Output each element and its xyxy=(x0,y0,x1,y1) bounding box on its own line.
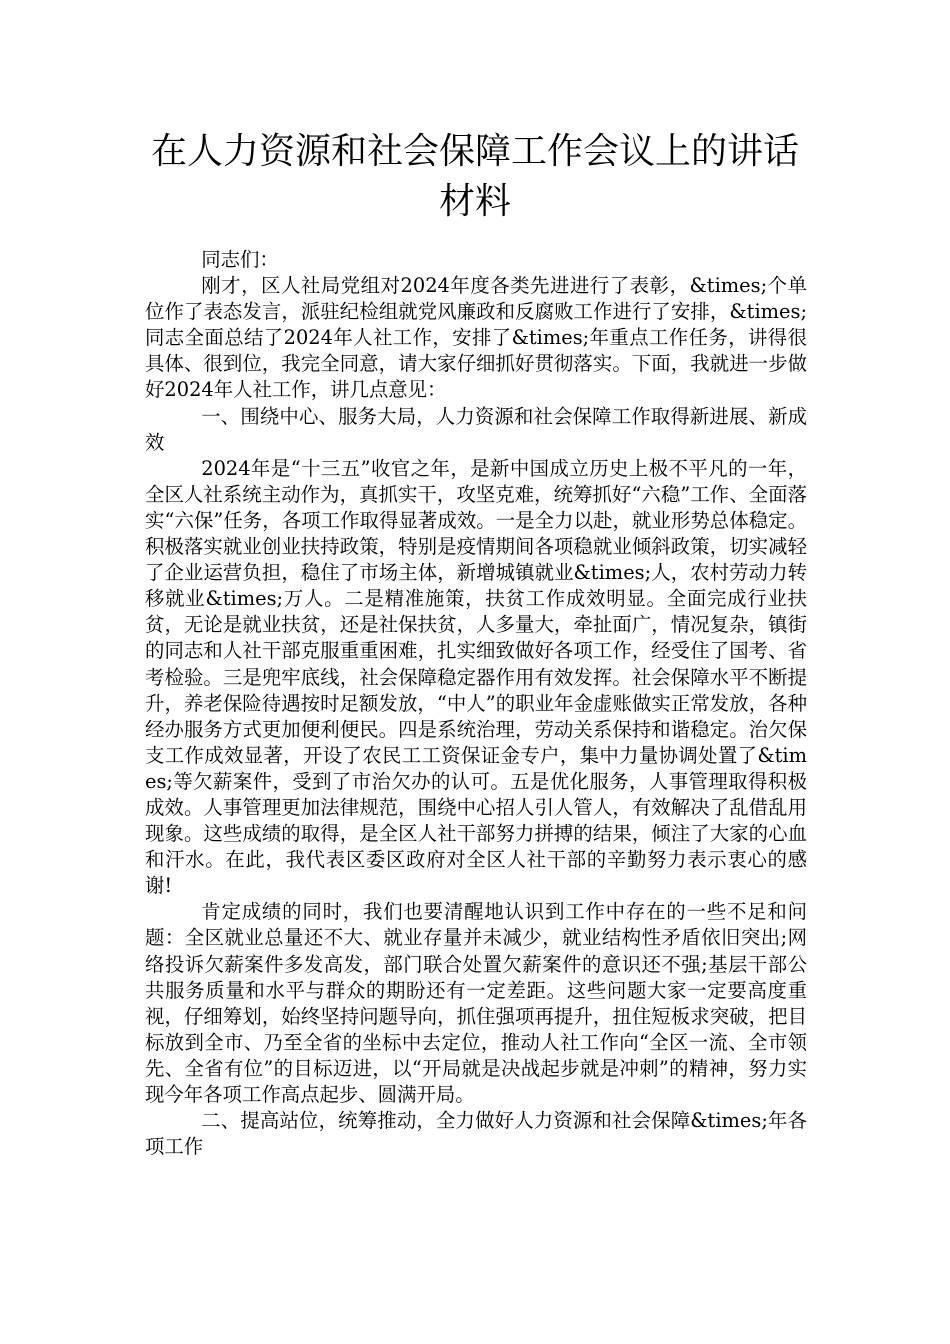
paragraph-achievements: 2024年是“十三五”收官之年，是新中国成立历史上极不平凡的一年，全区人社系统主动作为，真抓实干，攻坚克难，统筹抓好“六稳”工作、全面落实“六保”任务，各项工作取得显著成效。一是全力以赴，就业形势总体稳定。积极落实就业创业扶持政策，特别是疫情期间各项稳就业倾斜政策，切实减轻了企业运营负担，稳住了市场主体，新增城镇就业&times;人，农村劳动力转移就业&times;万人。二是精准施策，扶贫工作成效明显。全面完成行业扶贫，无论是就业扶贫，还是社保扶贫，人多量大，牵扯面广，情况复杂，镇街的同志和人社干部克服重重困难，扎实细致做好各项工作，经受住了国考、省考检验。三是兜牢底线，社会保障稳定器作用有效发挥。社会保障水平不断提升，养老保险待遇按时足额发放，“中人”的职业年金虚账做实正常发放，各种经办服务方式更加便利便民。四是系统治理，劳动关系保持和谐稳定。治欠保支工作成效显著，开设了农民工工资保证金专户，集中力量协调处置了&times;等欠薪案件，受到了市治欠办的认可。五是优化服务，人事管理取得积极成效。人事管理更加法律规范，围绕中心招人引人管人，有效解决了乱借乱用现象。这些成绩的取得，是全区人社干部努力拼搏的结果，倾注了大家的心血和汗水。在此，我代表区委区政府对全区人社干部的辛勤努力表示衷心的感谢! xyxy=(145,456,807,898)
paragraph-opening: 刚才，区人社局党组对2024年度各类先进进行了表彰，&times;个单位作了表态发言，派驻纪检组就党风廉政和反腐败工作进行了安排，&times;同志全面总结了2024年人社工作，安排了&times;年重点工作任务，讲得很具体、很到位，我完全同意，请大家仔细抓好贯彻落实。下面，我就进一步做好2024年人社工作，讲几点意见： xyxy=(145,274,807,402)
section-heading-2: 二、提高站位，统筹推动，全力做好人力资源和社会保障&times;年各项工作 xyxy=(145,1109,807,1159)
section-heading-1: 一、围绕中心、服务大局，人力资源和社会保障工作取得新进展、新成效 xyxy=(145,404,807,454)
document-title-line-2: 材料 xyxy=(438,181,511,222)
salutation: 同志们： xyxy=(201,248,279,271)
document-title-line-1: 在人力资源和社会保障工作会议上的讲话 xyxy=(150,131,799,172)
document-body xyxy=(145,247,807,1160)
paragraph-problems: 肯定成绩的同时，我们也要清醒地认识到工作中存在的一些不足和问题：全区就业总量还不大、就业存量并未减少，就业结构性矛盾依旧突出;网络投诉欠薪案件多发高发，部门联合处置欠薪案件的意识还不强;基层干部公共服务质量和水平与群众的期盼还有一定差距。这些问题大家一定要高度重视，仔细筹划，始终坚持问题导向，抓住强项再提升，扭住短板求突破，把目标放到全市、乃至全省的坐标中去定位，推动人社工作向“全区一流、全市领先、全省有位”的目标迈进，以“开局就是决战起步就是冲刺”的精神，努力实现今年各项工作高点起步、圆满开局。 xyxy=(145,900,807,1106)
